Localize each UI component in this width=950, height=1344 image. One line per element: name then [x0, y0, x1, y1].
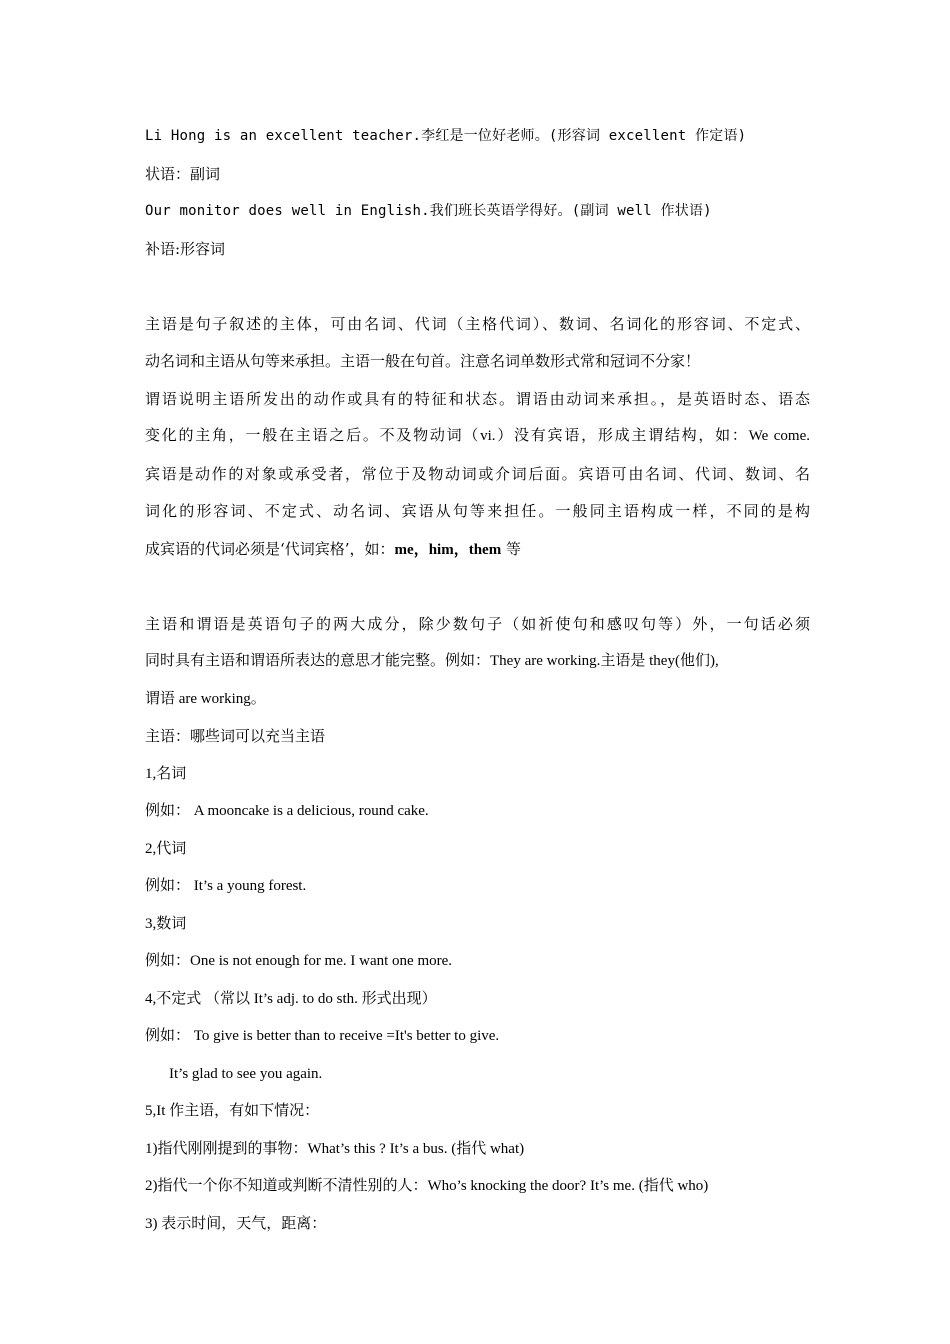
paragraph-gap	[145, 268, 810, 306]
text-line-object-definition-1: 宾语是动作的对象或承受者，常位于及物动词或介词后面。宾语可由名词、代词、数词、名	[145, 464, 810, 483]
text-object-pronoun-prefix: 成宾语的代词必须是‘代词宾格’，如：	[145, 539, 395, 558]
text-line-item-it-subject: 5,It 作主语，有如下情况：	[145, 1103, 320, 1119]
text-line-predicate-definition-1: 谓语说明主语所发出的动作或具有的特征和状态。谓语由动词来承担。，是英语时态、语态	[145, 389, 810, 408]
paragraph-gap	[145, 568, 810, 606]
text-line-subject-predicate-2: 同时具有主语和谓语所表达的意思才能完整。例如：They are working.主语是 they(他们),	[145, 653, 719, 669]
text-line-subject-predicate-1: 主语和谓语是英语句子的两大成分，除少数句子（如祈使句和感叹句等）外，一句话必须	[145, 614, 810, 633]
text-line-example-noun: 例如： A mooncake is a delicious, round cake.	[145, 803, 429, 819]
text-line-complement-heading: 补语:形容词	[145, 239, 226, 258]
text-line-example-pronoun: 例如： It’s a young forest.	[145, 878, 307, 894]
text-line-example-infinitive: 例如： To give is better than to receive =It's better to give.	[145, 1028, 500, 1044]
text-line-example-infinitive-2: It’s glad to see you again.	[169, 1065, 323, 1082]
text-line-example-attributive: Li Hong is an excellent teacher.李红是一位好老师。(形容词 excellent 作定语)	[145, 128, 747, 144]
text-object-pronoun-suffix: 等	[501, 539, 521, 558]
text-line-object-definition-2: 词化的形容词、不定式、动名词、宾语从句等来担任。一般同主语构成一样，不同的是构	[145, 502, 810, 520]
text-line-predicate-definition-2: 变化的主角，一般在主语之后。不及物动词（vi.）没有宾语，形成主谓结构，如：We come.	[145, 428, 810, 444]
text-line-item-infinitive: 4,不定式 （常以 It’s adj. to do sth. 形式出现）	[145, 990, 437, 1007]
text-line-example-adverbial: Our monitor does well in English.我们班长英语学得好。(副词 well 作状语)	[145, 203, 712, 219]
document-page	[145, 118, 810, 1243]
text-line-subject-predicate-3: 谓语 are working。	[145, 690, 266, 707]
text-line-example-numeral: 例如：One is not enough for me. I want one more.	[145, 953, 453, 969]
text-line-subject-words-heading: 主语：哪些词可以充当主语	[145, 727, 326, 745]
text-line-it-case-1: 1)指代刚刚提到的事物：What’s this ? It’s a bus. (指代 what)	[145, 1140, 525, 1157]
text-line-subject-definition-2: 动名词和主语从句等来承担。主语一般在句首。注意名词单数形式常和冠词不分家！	[145, 352, 701, 370]
text-line-subject-definition-1: 主语是句子叙述的主体，可由名词、代词（主格代词）、数词、名词化的形容词、不定式、	[145, 314, 810, 333]
text-line-it-case-2: 2)指代一个你不知道或判断不清性别的人：Who’s knocking the door? It’s me. (指代 who)	[145, 1178, 709, 1194]
text-line-item-numeral: 3,数词	[145, 915, 187, 932]
text-object-pronoun-examples: me，him，them	[394, 541, 502, 558]
text-line-item-noun: 1,名词	[145, 765, 187, 782]
text-line-adverbial-heading: 状语：副词	[145, 164, 221, 183]
text-line-it-case-3: 3) 表示时间，天气，距离：	[145, 1215, 327, 1232]
text-line-object-definition-3	[145, 531, 810, 569]
text-line-item-pronoun: 2,代词	[145, 840, 187, 857]
